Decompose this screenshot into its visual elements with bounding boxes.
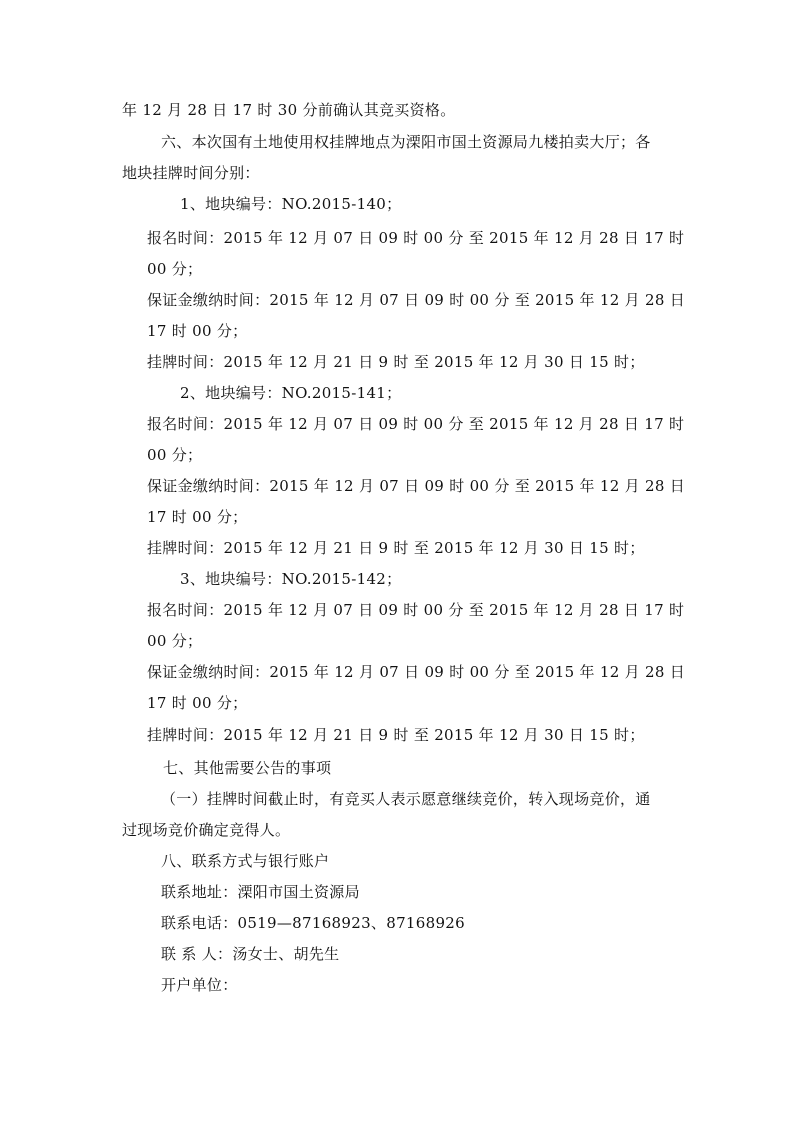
- parcel-1-registration-line-2: 00 分；: [147, 260, 203, 278]
- section6-line-2: 地块挂牌时间分别：: [122, 164, 260, 182]
- parcel-1-listing-time: 挂牌时间：2015 年 12 月 21 日 9 时 至 2015 年 12 月 30 日 15 时；: [147, 353, 645, 371]
- parcel-2-registration-line-1: 报名时间：2015 年 12 月 07 日 09 时 00 分 至 2015 年 12 月 28 日 17 时: [147, 415, 685, 433]
- section7-item1-line-1: （一）挂牌时间截止时，有竞买人表示愿意继续竞价，转入现场竞价，通: [161, 790, 651, 808]
- parcel-1-deposit-line-1: 保证金缴纳时间：2015 年 12 月 07 日 09 时 00 分 至 2015 年 12 月 28 日: [147, 291, 686, 309]
- parcel-3-listing-time: 挂牌时间：2015 年 12 月 21 日 9 时 至 2015 年 12 月 30 日 15 时；: [147, 726, 645, 744]
- account-unit-label: 开户单位：: [161, 976, 238, 994]
- intro-ending-line: 年 12 月 28 日 17 时 30 分前确认其竞买资格。: [122, 101, 456, 119]
- parcel-1-heading: 1、地块编号：NO.2015-140；: [180, 195, 402, 213]
- parcel-2-registration-line-2: 00 分；: [147, 446, 203, 464]
- parcel-2-listing-time: 挂牌时间：2015 年 12 月 21 日 9 时 至 2015 年 12 月 30 日 15 时；: [147, 539, 645, 557]
- parcel-3-deposit-line-1: 保证金缴纳时间：2015 年 12 月 07 日 09 时 00 分 至 2015 年 12 月 28 日: [147, 663, 686, 681]
- parcel-1-deposit-line-2: 17 时 00 分；: [147, 322, 248, 340]
- parcel-2-deposit-line-2: 17 时 00 分；: [147, 508, 248, 526]
- section7-item1-line-2: 过现场竞价确定竞得人。: [122, 821, 291, 839]
- contact-address: 联系地址：溧阳市国土资源局: [161, 883, 360, 901]
- contact-phone: 联系电话：0519—87168923、87168926: [161, 914, 465, 932]
- parcel-2-heading: 2、地块编号：NO.2015-141；: [180, 384, 402, 402]
- parcel-3-deposit-line-2: 17 时 00 分；: [147, 694, 248, 712]
- section7-heading: 七、其他需要公告的事项: [163, 759, 332, 777]
- parcel-1-registration-line-1: 报名时间：2015 年 12 月 07 日 09 时 00 分 至 2015 年 12 月 28 日 17 时: [147, 229, 685, 247]
- parcel-2-deposit-line-1: 保证金缴纳时间：2015 年 12 月 07 日 09 时 00 分 至 2015 年 12 月 28 日: [147, 477, 686, 495]
- parcel-3-heading: 3、地块编号：NO.2015-142；: [180, 570, 402, 588]
- contact-person: 联 系 人：汤女士、胡先生: [161, 945, 340, 963]
- parcel-3-registration-line-1: 报名时间：2015 年 12 月 07 日 09 时 00 分 至 2015 年 12 月 28 日 17 时: [147, 601, 685, 619]
- section6-line-1: 六、本次国有土地使用权挂牌地点为溧阳市国土资源局九楼拍卖大厅；各: [161, 133, 651, 151]
- section8-heading: 八、联系方式与银行账户: [161, 852, 330, 870]
- parcel-3-registration-line-2: 00 分；: [147, 632, 203, 650]
